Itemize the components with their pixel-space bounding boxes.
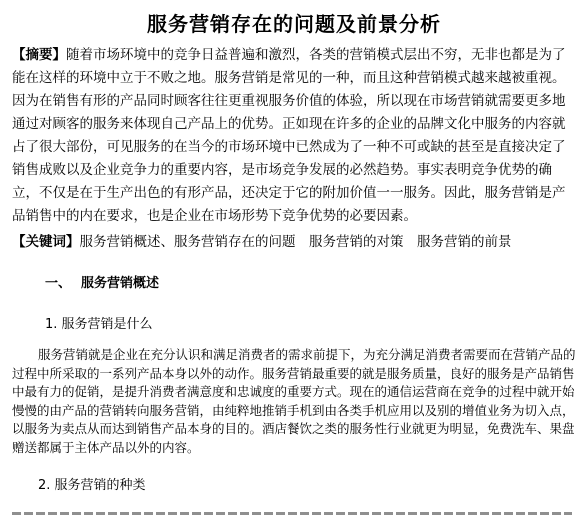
abstract-label: 【摘要】 xyxy=(12,47,66,63)
body-paragraph: 服务营销就是企业在充分认识和满足消费者的需求前提下，为充分满足消费者需要而在营销产品的过程中所采取的一系列产品本身以外的动作。服务营销最重要的就是服务质量，良好的服务是产品销售中最有力的促销，是提升消费者满意度和忠诚度的重要方式。现在的通信运营商在竞争的过程中就开始慢慢的由产品的营销转向服务营销，由纯粹地推销手机到由各类手机应用以及别的增值业务为切入点，以服务为卖点从而达到销售产品本身的目的。酒店餐饮之类的服务性行业就更为明显，免费洗车、果盘赠送都属于主体产品以外的内容。 xyxy=(12,347,576,455)
keywords-text: 服务营销概述、服务营销存在的问题 服务营销的对策 服务营销的前景 xyxy=(79,234,512,250)
cropped-text-line xyxy=(12,508,572,515)
abstract-text: 随着市场环境中的竞争日益普遍和激烈，各类的营销模式层出不穷，无非也都是为了能在这样的环境中立于不败之地。服务营销是常见的一种，而且这种营销模式越来越被重视。因为在销售有形的产品同时顾客往往更重视服务价值的体验，所以现在市场营销就需要更多地通过对顾客的服务来体现自己产品上的优势。正如现在许多的企业的品牌文化中服务的内容就占了很大部份，可见服务的在当今的市场环境中已然成为了一种不可或缺的甚至是直接决定了销售成败以及企业竞争力的重要内容，是市场竞争发展的必然趋势。事实表明竞争优势的确立，不仅是在于生产出色的有形产品，还决定于它的附加价值一一服务。因此，服务营销是产品销售中的内在要求，也是企业在市场形势下竞争优势的必要因素。 xyxy=(12,47,566,224)
subsection-heading-2: 2. 服务营销的种类 xyxy=(38,478,146,493)
section-number: 一、 xyxy=(45,276,72,291)
document-title: 服务营销存在的问题及前景分析 xyxy=(147,12,441,36)
keywords-label: 【关键词】 xyxy=(12,234,80,250)
section-title: 服务营销概述 xyxy=(81,276,160,291)
abstract-paragraph xyxy=(12,44,578,228)
section-heading-1 xyxy=(45,272,159,291)
subsection-heading-1: 1. 服务营销是什么 xyxy=(45,317,153,332)
keywords-paragraph xyxy=(12,231,578,254)
